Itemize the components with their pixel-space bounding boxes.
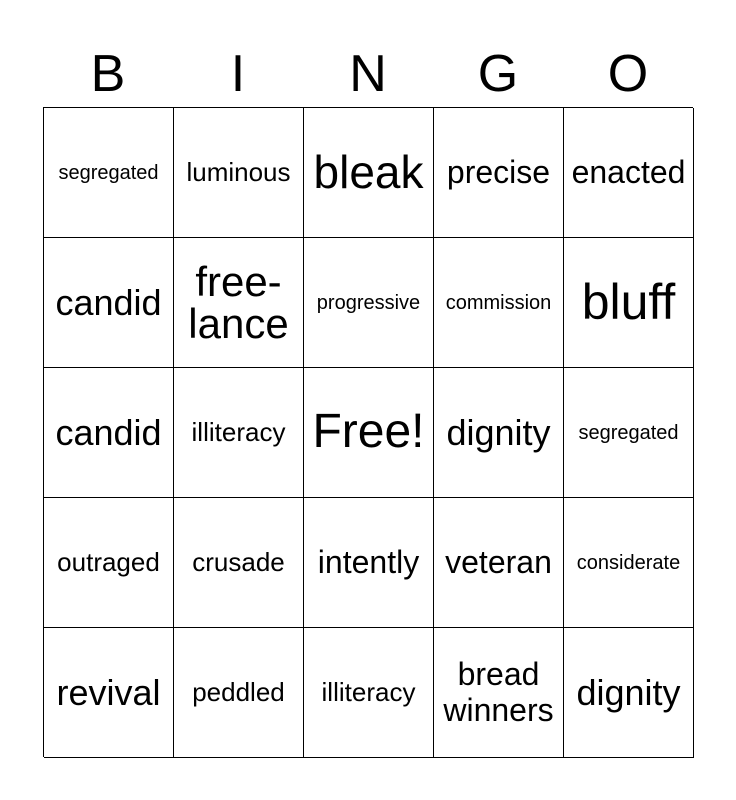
bingo-cell-r2-c1[interactable]: candid [44, 238, 174, 368]
bingo-cell-r4-c5[interactable]: considerate [564, 498, 694, 628]
bingo-cell-r1-c5[interactable]: enacted [564, 108, 694, 238]
bingo-cell-r2-c2[interactable]: free-lance [174, 238, 304, 368]
bingo-cell-r4-c1[interactable]: outraged [44, 498, 174, 628]
bingo-cell-r3-c1[interactable]: candid [44, 368, 174, 498]
bingo-cell-r4-c2[interactable]: crusade [174, 498, 304, 628]
bingo-cell-r3-c4[interactable]: dignity [434, 368, 564, 498]
bingo-cell-r1-c2[interactable]: luminous [174, 108, 304, 238]
header-letter-i: I [230, 45, 246, 103]
bingo-cell-r1-c4[interactable]: precise [434, 108, 564, 238]
bingo-board [43, 107, 693, 757]
bingo-cell-r5-c2[interactable]: peddled [174, 628, 304, 758]
header-letter-o: O [607, 45, 649, 103]
header-letter-n: N [349, 45, 387, 103]
bingo-cell-r3-c5[interactable]: segregated [564, 368, 694, 498]
bingo-cell-r2-c3[interactable]: progressive [304, 238, 434, 368]
bingo-cell-r1-c1[interactable]: segregated [44, 108, 174, 238]
header-letter-b: B [90, 45, 126, 103]
bingo-cell-r1-c3[interactable]: bleak [304, 108, 434, 238]
bingo-cell-r3-c3-free[interactable]: Free! [304, 368, 434, 498]
bingo-cell-r5-c1[interactable]: revival [44, 628, 174, 758]
bingo-header [43, 40, 693, 108]
bingo-cell-r2-c5[interactable]: bluff [564, 238, 694, 368]
header-letter-g: G [477, 45, 519, 103]
bingo-cell-r5-c3[interactable]: illiteracy [304, 628, 434, 758]
bingo-cell-r5-c4[interactable]: bread winners [434, 628, 564, 758]
bingo-cell-r2-c4[interactable]: commission [434, 238, 564, 368]
bingo-cell-r4-c3[interactable]: intently [304, 498, 434, 628]
bingo-cell-r5-c5[interactable]: dignity [564, 628, 694, 758]
bingo-cell-r3-c2[interactable]: illiteracy [174, 368, 304, 498]
bingo-cell-r4-c4[interactable]: veteran [434, 498, 564, 628]
